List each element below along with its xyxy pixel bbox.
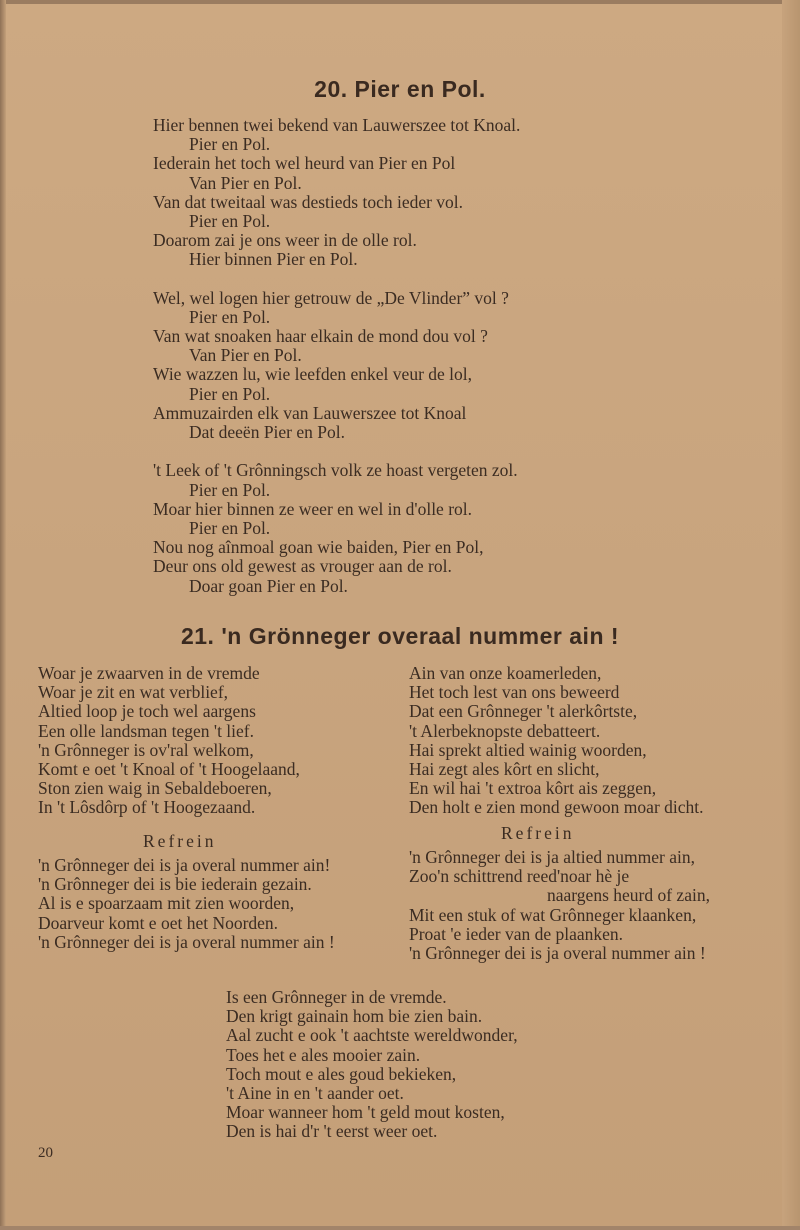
lyric-line: Doar goan Pier en Pol. <box>189 575 348 596</box>
lyric-line: Dat een Grônneger 't alerkôrtste, <box>409 701 638 722</box>
lyric-line: Woar je zwaarven in de vremde <box>38 663 260 683</box>
lyric-line: Deur ons old gewest as vrouger aan de rol. <box>153 556 452 577</box>
lyric-line: Hai sprekt altied wainig woorden, <box>409 739 647 760</box>
lyric-line: Iederain het toch wel heurd van Pier en Pol <box>153 153 456 174</box>
lyric-line: 'n Grônneger dei is ja overal nummer ain! <box>38 855 331 875</box>
lyric-line: 'n Grônneger is ov'ral welkom, <box>38 739 254 760</box>
lyric-line: Proat 'e ieder van de plaanken. <box>409 923 624 944</box>
lyric-line: 'n Grônneger dei is ja altied nummer ain, <box>409 847 695 867</box>
lyric-line: Mit een stuk of wat Grônneger klaanken, <box>409 904 697 925</box>
lyric-line: Is een Grônneger in de vremde. <box>226 987 447 1007</box>
lyric-line: Al is e spoarzaam mit zien woorden, <box>38 893 295 914</box>
lyric-line: Wie wazzen lu, wie leefden enkel veur de lol, <box>153 364 473 385</box>
lyric-line: Hier bennen twei bekend van Lauwerszee tot Knoal. <box>153 115 521 135</box>
refrein-right <box>409 848 710 963</box>
lyric-line: Woar je zit en wat verblief, <box>38 682 229 703</box>
lyric-line: Moar wanneer hom 't geld mout kosten, <box>226 1102 505 1123</box>
lyric-line: 'n Grônneger dei is ja overal nummer ain ! <box>409 942 706 963</box>
lyric-line: Pier en Pol. <box>189 134 271 155</box>
lyric-line: Het toch lest van ons beweerd <box>409 682 620 703</box>
song-21-verse-right <box>409 664 704 818</box>
lyric-line: Hier binnen Pier en Pol. <box>189 249 358 270</box>
lyric-line: Toes het e ales mooier zain. <box>226 1044 421 1065</box>
page-edge-bottom <box>0 1226 800 1230</box>
page-edge-left <box>0 0 6 1230</box>
stanza-break <box>153 270 520 289</box>
lyric-line: En wil hai 't extroa kôrt ais zeggen, <box>409 778 657 799</box>
lyric-line: Van dat tweitaal was destieds toch ieder vol. <box>153 191 464 212</box>
lyric-line: 't Alerbeknopste debatteert. <box>409 720 601 741</box>
page-edge-right <box>782 0 800 1230</box>
stanza-break <box>153 442 520 461</box>
lyric-line: Zoo'n schittrend reed'noar hè je <box>409 866 630 887</box>
lyric-line: Aal zucht e ook 't aachtste wereldwonder, <box>226 1025 518 1046</box>
lyric-line: Van Pier en Pol. <box>189 345 302 366</box>
song-20-lyrics <box>153 116 520 596</box>
lyric-line: Pier en Pol. <box>189 517 271 538</box>
song-21-title: 21. 'n Grönneger overaal nummer ain ! <box>180 623 620 649</box>
song-20-title: 20. Pier en Pol. <box>314 76 486 102</box>
song-21-verse-left <box>38 664 300 818</box>
lyric-line: Den holt e zien mond gewoon moar dicht. <box>409 797 704 818</box>
refrein-heading-left: Refrein <box>143 831 217 851</box>
lyric-line: Hai zegt ales kôrt en slicht, <box>409 758 600 779</box>
lyric-line: 'n Grônneger dei is ja overal nummer ain ! <box>38 931 335 952</box>
lyric-line: 't Leek of 't Grônningsch volk ze hoast vergeten zol. <box>153 460 518 481</box>
page-number: 20 <box>38 1145 53 1161</box>
lyric-line: Doarveur komt e oet het Noorden. <box>38 912 279 933</box>
refrein-left <box>38 856 335 952</box>
lyric-line: 't Aine in en 't aander oet. <box>226 1082 404 1103</box>
lyric-line: In 't Lôsdôrp of 't Hoogezaand. <box>38 797 256 818</box>
lyric-line: Van Pier en Pol. <box>189 172 302 193</box>
lyric-line: Ain van onze koamerleden, <box>409 663 602 683</box>
lyric-line: Ston zien waig in Sebaldeboeren, <box>38 778 272 799</box>
lyric-line: Nou nog aînmoal goan wie baiden, Pier en Pol, <box>153 537 484 558</box>
lyric-line: Altied loop je toch wel aargens <box>38 701 256 722</box>
lyric-line: Pier en Pol. <box>189 383 271 404</box>
lyric-line: Dat deeën Pier en Pol. <box>189 422 345 442</box>
lyric-line: Wel, wel logen hier getrouw de „De Vlinder” vol ? <box>153 287 509 308</box>
lyric-line: Den is hai d'r 't eerst weer oet. <box>226 1121 438 1142</box>
lyric-line: Ammuzairden elk van Lauwerszee tot Knoal <box>153 402 467 423</box>
lyric-line: Pier en Pol. <box>189 210 271 231</box>
lyric-line: naargens heurd of zain, <box>547 885 710 906</box>
lyric-line: Een olle landsman tegen 't lief. <box>38 720 254 741</box>
refrein-heading-right: Refrein <box>501 823 575 843</box>
lyric-line: Moar hier binnen ze weer en wel in d'olle rol. <box>153 498 473 519</box>
song-21-final-verse <box>226 988 518 1142</box>
lyric-line: Komt e oet 't Knoal of 't Hoogelaand, <box>38 758 300 779</box>
lyric-line: Pier en Pol. <box>189 306 271 327</box>
lyric-line: 'n Grônneger dei is bie iederain gezain. <box>38 874 312 895</box>
lyric-line: Den krigt gainain hom bie zien bain. <box>226 1006 483 1027</box>
lyric-line: Toch mout e ales goud bekieken, <box>226 1063 457 1084</box>
lyric-line: Van wat snoaken haar elkain de mond dou vol ? <box>153 326 488 347</box>
page-edge-top <box>0 0 800 4</box>
lyric-line: Doarom zai je ons weer in de olle rol. <box>153 230 417 251</box>
lyric-line: Pier en Pol. <box>189 479 271 500</box>
